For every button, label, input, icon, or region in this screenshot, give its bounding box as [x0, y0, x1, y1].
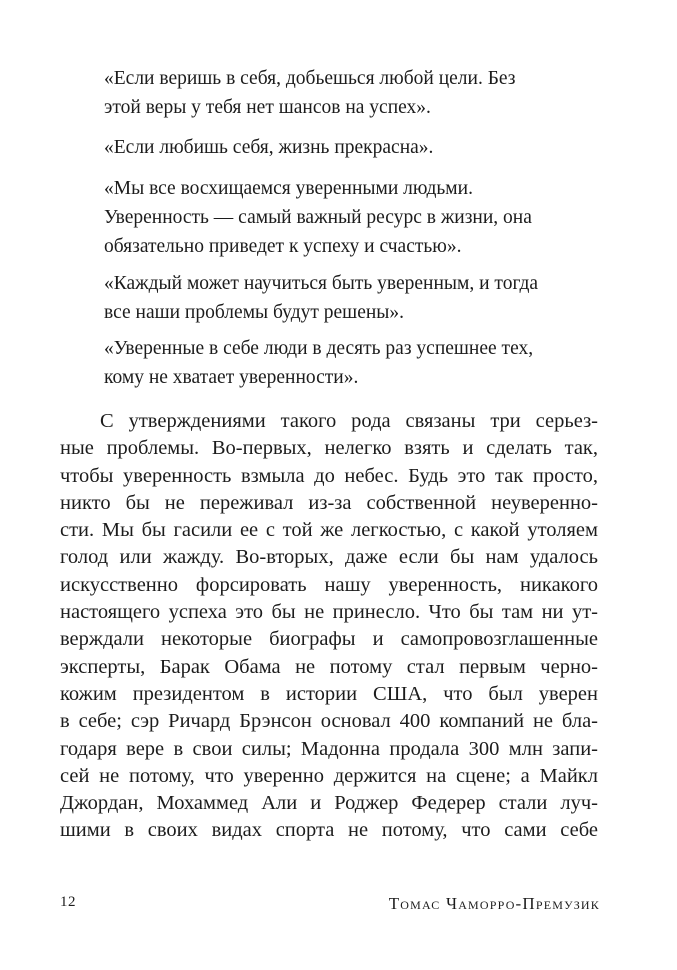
- page-number: 12: [60, 894, 76, 910]
- quote-2: [104, 133, 564, 162]
- body-line: искусственно форсировать нашу уверенность, никакого: [60, 573, 598, 596]
- quote-line: «Мы все восхищаемся уверенными людьми.: [104, 178, 473, 199]
- quote-4: [104, 269, 564, 327]
- body-line: голод или жажду. Во-вторых, даже если бы нам удалось: [60, 546, 598, 569]
- body-line: С утверждениями такого рода связаны три серьез-: [100, 410, 598, 432]
- body-line: в себе; сэр Ричард Брэнсон основал 400 компаний не бла-: [60, 710, 598, 733]
- page-footer: [60, 894, 600, 918]
- quote-line: «Если любишь себя, жизнь прекрасна».: [104, 137, 434, 158]
- body-line: никто бы не переживал из-за собственной неуверенно-: [60, 491, 598, 514]
- quote-5: [104, 334, 564, 392]
- body-line: шими в своих видах спорта не потому, что сами себе: [60, 819, 598, 842]
- quote-line: «Каждый может научиться быть уверенным, и тогда: [104, 273, 539, 294]
- body-line: сей не потому, что уверенно держится на сцене; а Майкл: [60, 764, 598, 787]
- quote-line: «Уверенные в себе люди в десять раз успешнее тех,: [104, 338, 534, 359]
- body-line: верждали некоторые биографы и самопровозглашенные: [60, 628, 598, 651]
- body-line: эксперты, Барак Обама не потому стал первым черно-: [60, 655, 598, 678]
- body-line: настоящего успеха это бы не принесло. Что бы там ни ут-: [60, 601, 598, 624]
- body-line: Джордан, Мохаммед Али и Роджер Федерер стали луч-: [60, 792, 598, 815]
- quote-line: этой веры у тебя нет шансов на успех».: [104, 97, 431, 118]
- quote-1: [104, 64, 564, 122]
- quote-line: «Если веришь в себя, добьешься любой цели. Без: [104, 68, 516, 89]
- body-line: годаря вере в свои силы; Мадонна продала 300 млн запи-: [60, 737, 598, 760]
- body-line: ные проблемы. Во-первых, нелегко взять и сделать так,: [60, 437, 598, 460]
- body-line: кожим президентом в истории США, что был уверен: [60, 682, 598, 705]
- running-head-author: Томас Чаморро-Премузик: [388, 894, 600, 913]
- quote-line: кому не хватает уверенности».: [104, 367, 359, 388]
- body-line: чтобы уверенность взмыла до небес. Будь это так просто,: [60, 464, 598, 487]
- body-paragraph: [60, 408, 598, 845]
- quote-3: [104, 174, 564, 261]
- quote-line: обязательно приведет к успеху и счастью».: [104, 236, 462, 257]
- quote-line: все наши проблемы будут решены».: [104, 302, 405, 323]
- quote-line: Уверенность — самый важный ресурс в жизни, она: [104, 207, 532, 228]
- body-line: сти. Мы бы гасили ее с той же легкостью, с какой утоляем: [60, 519, 598, 542]
